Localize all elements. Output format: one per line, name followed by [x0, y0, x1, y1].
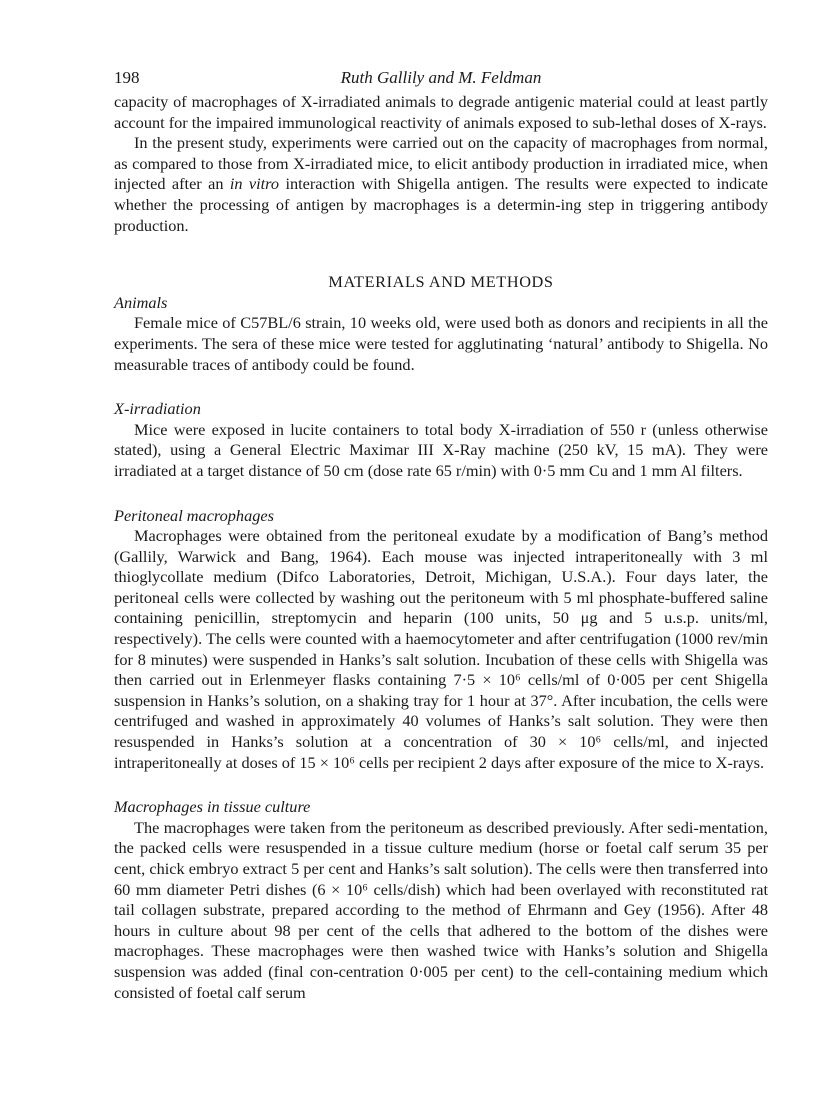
- x-irradiation-paragraph: Mice were exposed in lucite containers to total body X-irradiation of 550 r (unless otherwise stated), using a General Electric Maximar III X-Ray machine (250 kV, 15 mA). They were irradiated at a target distance of 50 cm (dose rate 65 r/min) with 0·5 mm Cu and 1 mm Al filters.: [114, 419, 768, 480]
- subheading-peritoneal-macrophages: Peritoneal macrophages: [114, 505, 274, 525]
- running-head-authors: Ruth Gallily and M. Feldman: [340, 68, 542, 87]
- running-header: [114, 68, 768, 92]
- in-vitro-italic: in vitro: [229, 174, 280, 194]
- subheading-animals: Animals: [114, 292, 168, 312]
- tissue-culture-paragraph: The macrophages were taken from the peritoneum as described previously. After sedi-mentation, the packed cells were resuspended in a tissue culture medium (horse or foetal calf serum 35 per cent, chick embryo extract 5 per cent and Hanks’s salt solution). The cells were then transferred into 60 mm diameter Petri dishes (6 × 10⁶ cells/dish) which had been overlayed with reconstituted rat tail collagen substrate, prepared according to the method of Ehrmann and Gey (1956). After 48 hours in culture about 98 per cent of the cells that adhered to the bottom of the dishes were macrophages. These macrophages were then washed twice with Hanks’s solution and Shigella suspension was added (final con-centration 0·005 per cent) to the cell-containing medium which consisted of foetal calf serum: [114, 817, 768, 1002]
- peritoneal-macrophages-paragraph: Macrophages were obtained from the peritoneal exudate by a modification of Bang’s method (Gallily, Warwick and Bang, 1964). Each mouse was injected intraperitoneally with 3 ml thioglycollate medium (Difco Laboratories, Detroit, Michigan, U.S.A.). Four days later, the peritoneal cells were collected by washing out the peritoneum with 5 ml phosphate-buffered saline containing penicillin, streptomycin and heparin (100 units, 50 μg and 5 u.s.p. units/ml, respectively). The cells were counted with a haemocytometer and after centrifugation (1000 rev/min for 8 minutes) were suspended in Hanks’s salt solution. Incubation of these cells with Shigella was then carried out in Erlenmeyer flasks containing 7·5 × 10⁶ cells/ml of 0·005 per cent Shigella suspension in Hanks’s solution, on a shaking tray for 1 hour at 37°. After incubation, the cells were centrifuged and washed in approximately 40 volumes of Hanks’s salt solution. They were then resuspended in Hanks’s solution at a concentration of 30 × 10⁶ cells/ml, and injected intraperitoneally at doses of 15 × 10⁶ cells per recipient 2 days after exposure of the mice to X-rays.: [114, 526, 768, 772]
- section-heading: MATERIALS AND METHODS: [328, 272, 554, 292]
- animals-paragraph: Female mice of C57BL/6 strain, 10 weeks old, were used both as donors and recipients in all the experiments. The sera of these mice were tested for agglutinating ‘natural’ antibody to Shigella. No measurable traces of antibody could be found.: [114, 313, 768, 374]
- subheading-tissue-culture: Macrophages in tissue culture: [114, 797, 311, 817]
- intro-paragraph-2: In the present study, experiments were carried out on the capacity of macrophages from normal, as compared to those from X-irradiated mice, to elicit antibody production in irradiated mice, when injected after an in vitro interaction with Shigella antigen. The results were expected to indicate whether the processing of antigen by macrophages is a determin-ing step in triggering antibody production.: [114, 133, 768, 235]
- intro-paragraph-1: capacity of macrophages of X-irradiated animals to degrade antigenic material could at least partly account for the impaired immunological reactivity of animals exposed to sub-lethal doses of X-rays.: [114, 92, 768, 132]
- page: [114, 68, 768, 1003]
- page-number: 198: [114, 68, 140, 87]
- subheading-x-irradiation: X-irradiation: [114, 399, 201, 419]
